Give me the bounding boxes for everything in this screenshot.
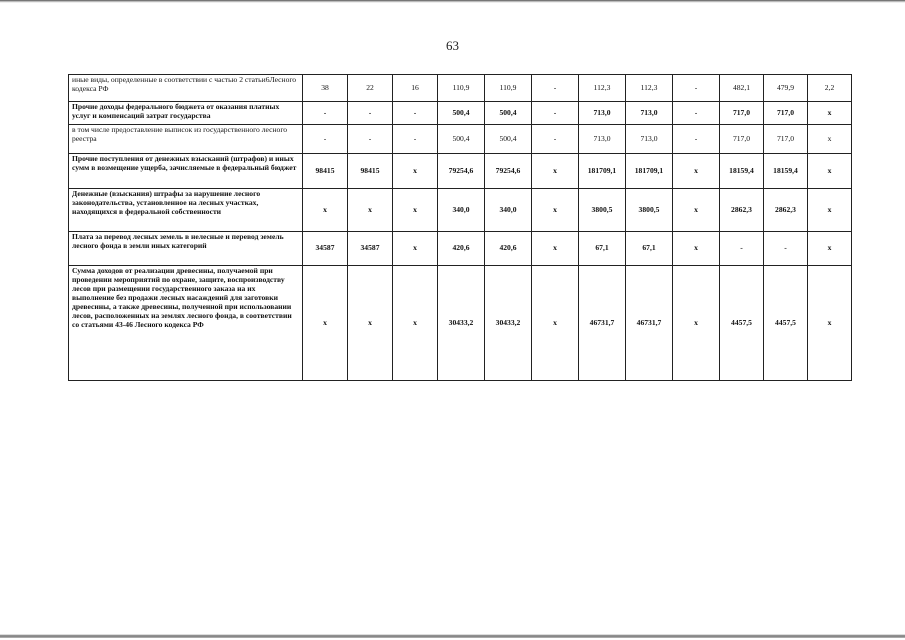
table-cell: 717,0 — [764, 125, 808, 154]
table-cell: - — [348, 102, 393, 125]
table-cell: 500,4 — [485, 125, 532, 154]
revenue-table — [68, 74, 852, 381]
table-row — [69, 154, 852, 189]
table-cell: x — [393, 266, 438, 381]
table-cell: - — [673, 102, 720, 125]
table-cell: - — [532, 102, 579, 125]
table-cell: 67,1 — [579, 232, 626, 266]
table-cell: x — [303, 266, 348, 381]
table-cell: 34587 — [348, 232, 393, 266]
table-cell: - — [532, 75, 579, 102]
table-cell: 713,0 — [626, 125, 673, 154]
table-cell: x — [808, 125, 852, 154]
table-cell: - — [303, 102, 348, 125]
table-cell: 30433,2 — [485, 266, 532, 381]
row-label: в том числе предоставление выписок из государственного лесного реестра — [69, 125, 303, 154]
table-cell: 482,1 — [720, 75, 764, 102]
table-cell: 4457,5 — [764, 266, 808, 381]
table-cell: x — [808, 154, 852, 189]
table-row — [69, 125, 852, 154]
table-cell: 717,0 — [720, 102, 764, 125]
table-cell: x — [348, 189, 393, 232]
table-cell: 46731,7 — [579, 266, 626, 381]
table-cell: x — [532, 232, 579, 266]
table-cell: - — [303, 125, 348, 154]
table-cell: 340,0 — [438, 189, 485, 232]
table-cell: - — [764, 232, 808, 266]
table-cell: 713,0 — [579, 102, 626, 125]
table-cell: 717,0 — [720, 125, 764, 154]
table-cell: x — [532, 154, 579, 189]
table-cell: x — [393, 154, 438, 189]
table-cell: x — [673, 232, 720, 266]
table-cell: 4457,5 — [720, 266, 764, 381]
table-cell: 3800,5 — [579, 189, 626, 232]
table-cell: 479,9 — [764, 75, 808, 102]
table-cell: x — [532, 189, 579, 232]
table-cell: x — [673, 189, 720, 232]
table-cell: - — [532, 125, 579, 154]
table-cell: 500,4 — [438, 102, 485, 125]
table-row — [69, 232, 852, 266]
table-cell: 340,0 — [485, 189, 532, 232]
table-cell: 2,2 — [808, 75, 852, 102]
table-cell: x — [348, 266, 393, 381]
table-row — [69, 102, 852, 125]
row-label: иные виды, определенные в соответствии с частью 2 статьи6Лесного кодекса РФ — [69, 75, 303, 102]
table-cell: 2862,3 — [720, 189, 764, 232]
table-cell: 79254,6 — [438, 154, 485, 189]
scan-edge-top — [0, 0, 905, 3]
table-cell: 98415 — [348, 154, 393, 189]
table-cell: x — [808, 189, 852, 232]
table-cell: 717,0 — [764, 102, 808, 125]
table-cell: - — [673, 75, 720, 102]
table-cell: 16 — [393, 75, 438, 102]
table-cell: 110,9 — [438, 75, 485, 102]
table-cell: x — [532, 266, 579, 381]
table-cell: - — [393, 102, 438, 125]
table-cell: 79254,6 — [485, 154, 532, 189]
table-cell: x — [303, 189, 348, 232]
table-cell: 30433,2 — [438, 266, 485, 381]
table-cell: - — [720, 232, 764, 266]
table-cell: 3800,5 — [626, 189, 673, 232]
table-cell: x — [808, 102, 852, 125]
table-cell: 46731,7 — [626, 266, 673, 381]
table-cell: 500,4 — [438, 125, 485, 154]
table-cell: x — [673, 266, 720, 381]
row-label: Прочие доходы федерального бюджета от оказания платных услуг и компенсаций затрат государства — [69, 102, 303, 125]
page-number: 63 — [446, 38, 459, 53]
table-cell: - — [348, 125, 393, 154]
table-cell: 181709,1 — [626, 154, 673, 189]
table-cell: - — [673, 125, 720, 154]
table-cell: 420,6 — [485, 232, 532, 266]
table-cell: 713,0 — [579, 125, 626, 154]
row-label: Прочие поступления от денежных взысканий (штрафов) и иных сумм в возмещение ущерба, зачисляемые в федеральный бюджет — [69, 154, 303, 189]
table-cell: 38 — [303, 75, 348, 102]
table-cell: 18159,4 — [764, 154, 808, 189]
table-cell: 2862,3 — [764, 189, 808, 232]
table-cell: 67,1 — [626, 232, 673, 266]
table-cell: 420,6 — [438, 232, 485, 266]
table-cell: 18159,4 — [720, 154, 764, 189]
table-cell: x — [808, 232, 852, 266]
row-label: Денежные (взыскания) штрафы за нарушение лесного законодательства, установленное на лесных участках, находящихся в федеральной собственности — [69, 189, 303, 232]
table-cell: x — [673, 154, 720, 189]
scan-edge-bottom — [0, 634, 905, 638]
table-cell: 112,3 — [579, 75, 626, 102]
table-row — [69, 189, 852, 232]
table-cell: 500,4 — [485, 102, 532, 125]
table-cell: 181709,1 — [579, 154, 626, 189]
table-cell: 112,3 — [626, 75, 673, 102]
table-row — [69, 266, 852, 381]
table-cell: x — [393, 232, 438, 266]
table-cell: 713,0 — [626, 102, 673, 125]
table-cell: 22 — [348, 75, 393, 102]
table-cell: 34587 — [303, 232, 348, 266]
row-label: Сумма доходов от реализации древесины, получаемой при проведении мероприятий по охране, защите, воспроизводству лесов при размещении государственного заказа на их выполнение без продажи лесных насаждений для заготовки древесины, а также древесины, полученной при использовании лесов, расположенных на землях лесного фонда, в соответствии со статьями 43-46 Лесного кодекса РФ — [69, 266, 303, 381]
table-cell: x — [393, 189, 438, 232]
table-cell: x — [808, 266, 852, 381]
table-cell: 98415 — [303, 154, 348, 189]
row-label: Плата за перевод лесных земель в нелесные и перевод земель лесного фонда в земли иных категорий — [69, 232, 303, 266]
table-row — [69, 75, 852, 102]
table-cell: - — [393, 125, 438, 154]
table-cell: 110,9 — [485, 75, 532, 102]
